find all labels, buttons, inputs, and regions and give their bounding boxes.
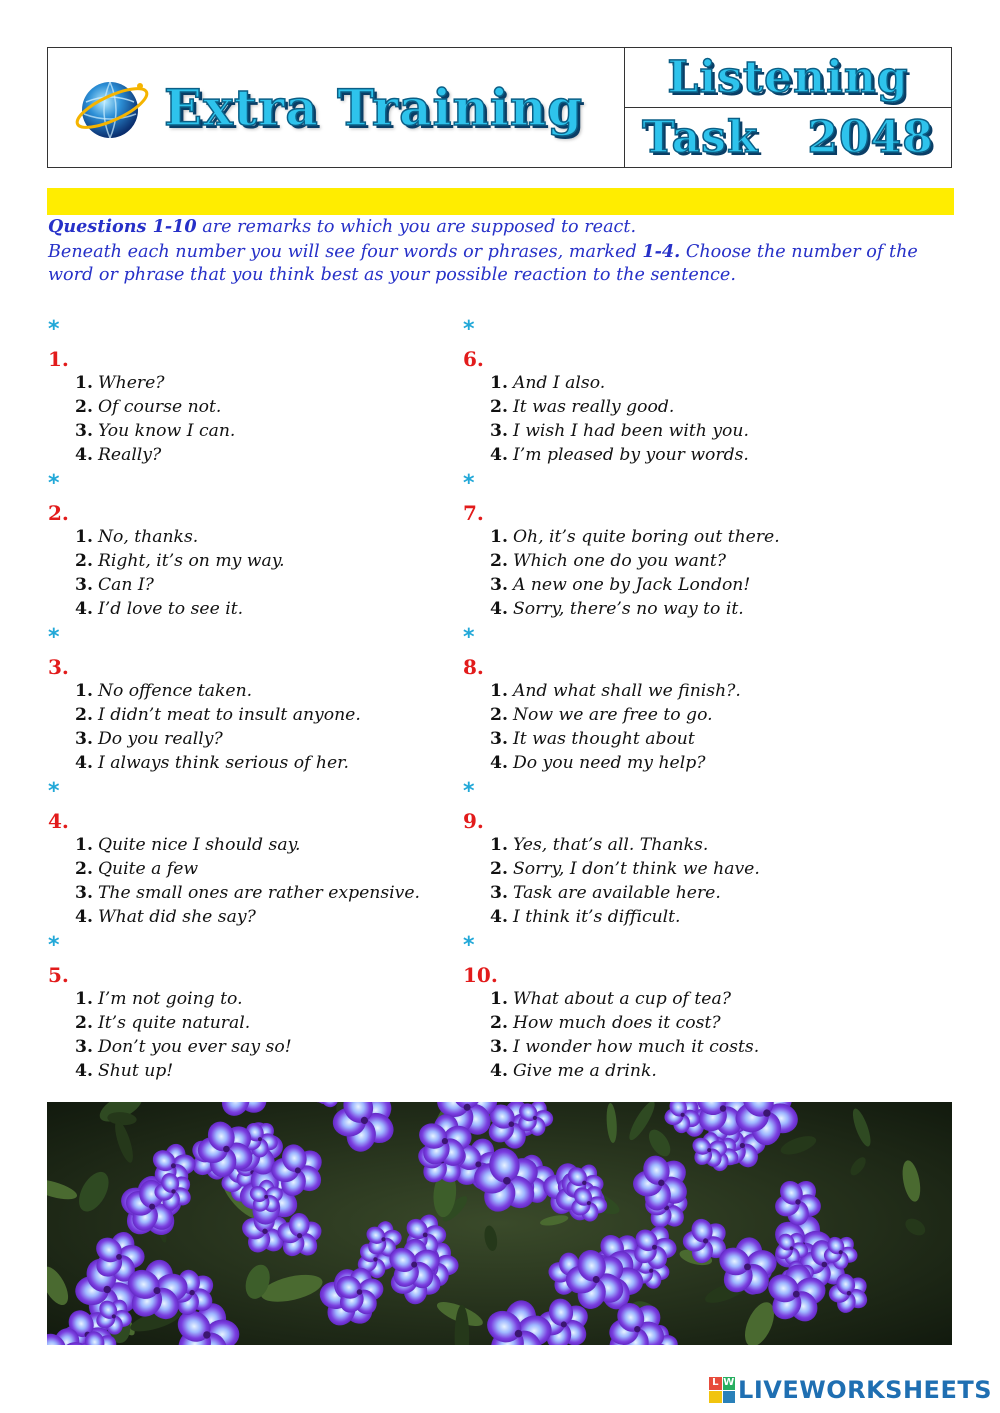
answer-option[interactable]: 2. Now we are free to go.	[490, 705, 713, 725]
question-number: 2.	[48, 501, 69, 525]
separator-asterisk: *	[48, 933, 60, 958]
question-block	[463, 929, 903, 1083]
answer-option[interactable]: 1. No, thanks.	[75, 527, 199, 547]
answer-option[interactable]: 1. And what shall we finish?.	[490, 681, 741, 701]
answer-option[interactable]: 3. The small ones are rather expensive.	[75, 883, 420, 903]
question-block	[463, 467, 903, 621]
answer-option[interactable]: 4. Sorry, there’s no way to it.	[490, 599, 744, 619]
question-block	[463, 775, 903, 929]
answer-option[interactable]: 4. Give me a drink.	[490, 1061, 657, 1081]
question-number: 1.	[48, 347, 69, 371]
answer-option[interactable]: 1. Quite nice I should say.	[75, 835, 301, 855]
question-number: 3.	[48, 655, 69, 679]
question-number: 8.	[463, 655, 484, 679]
separator-asterisk: *	[463, 625, 475, 650]
answer-option[interactable]: 2. Sorry, I don’t think we have.	[490, 859, 760, 879]
question-number: 9.	[463, 809, 484, 833]
question-block	[48, 775, 488, 929]
answer-option[interactable]: 2. I didn’t meat to insult anyone.	[75, 705, 361, 725]
highlight-bar	[47, 188, 954, 215]
globe-logo-icon	[72, 72, 150, 144]
listening-cell	[625, 48, 951, 108]
answer-option[interactable]: 2. It was really good.	[490, 397, 675, 417]
answer-option[interactable]: 1. I’m not going to.	[75, 989, 243, 1009]
separator-asterisk: *	[48, 317, 60, 342]
listening-label: Listening	[667, 52, 909, 103]
brand-area	[48, 48, 625, 167]
instructions-marked-range: 1-4.	[642, 240, 681, 262]
task-number-label: Task 2048	[642, 112, 934, 163]
answer-option[interactable]: 4. Shut up!	[75, 1061, 174, 1081]
answer-option[interactable]: 2. Which one do you want?	[490, 551, 726, 571]
answer-option[interactable]: 1. Yes, that’s all. Thanks.	[490, 835, 709, 855]
answer-option[interactable]: 4. Really?	[75, 445, 162, 465]
question-number: 6.	[463, 347, 484, 371]
questions-column-left	[48, 313, 488, 1083]
question-number: 7.	[463, 501, 484, 525]
separator-asterisk: *	[463, 933, 475, 958]
answer-option[interactable]: 4. I always think serious of her.	[75, 753, 349, 773]
instructions-line2-start: Beneath each number you will see four words or phrases, marked	[48, 241, 643, 262]
answer-option[interactable]: 4. What did she say?	[75, 907, 256, 927]
separator-asterisk: *	[463, 779, 475, 804]
question-number: 10.	[463, 963, 498, 987]
liveworksheets-icon: L W	[709, 1377, 735, 1403]
task-cell	[625, 108, 951, 167]
question-block	[48, 313, 488, 467]
answer-option[interactable]: 3. I wish I had been with you.	[490, 421, 749, 441]
answer-option[interactable]: 1. No offence taken.	[75, 681, 253, 701]
answer-option[interactable]: 3. You know I can.	[75, 421, 236, 441]
answer-option[interactable]: 2. It’s quite natural.	[75, 1013, 251, 1033]
liveworksheets-logo[interactable]	[709, 1376, 992, 1404]
instructions	[48, 215, 958, 288]
answer-option[interactable]: 3. Can I?	[75, 575, 154, 595]
question-number: 5.	[48, 963, 69, 987]
answer-option[interactable]: 4. I think it’s difficult.	[490, 907, 681, 927]
question-block	[463, 313, 903, 467]
answer-option[interactable]: 1. Oh, it’s quite boring out there.	[490, 527, 780, 547]
separator-asterisk: *	[48, 779, 60, 804]
separator-asterisk: *	[48, 625, 60, 650]
separator-asterisk: *	[463, 471, 475, 496]
instructions-questions-range: Questions 1-10	[48, 216, 197, 237]
answer-option[interactable]: 4. Do you need my help?	[490, 753, 706, 773]
question-block	[48, 467, 488, 621]
question-block	[48, 929, 488, 1083]
answer-option[interactable]: 1. Where?	[75, 373, 165, 393]
instructions-line1: are remarks to which you are supposed to react.	[196, 217, 637, 237]
separator-asterisk: *	[463, 317, 475, 342]
answer-option[interactable]: 4. I’d love to see it.	[75, 599, 244, 619]
answer-option[interactable]: 4. I’m pleased by your words.	[490, 445, 749, 465]
separator-asterisk: *	[48, 471, 60, 496]
question-block	[48, 621, 488, 775]
questions-column-right	[463, 313, 903, 1083]
answer-option[interactable]: 2. Quite a few	[75, 859, 199, 879]
answer-option[interactable]: 2. Of course not.	[75, 397, 222, 417]
question-block	[463, 621, 903, 775]
instructions-line2-rest: Choose the number of the word or phrase that you think best as your possible reaction to the sentence.	[48, 241, 918, 285]
answer-option[interactable]: 3. A new one by Jack London!	[490, 575, 751, 595]
worksheet-header	[47, 47, 952, 168]
answer-option[interactable]: 1. And I also.	[490, 373, 606, 393]
answer-option[interactable]: 3. I wonder how much it costs.	[490, 1037, 760, 1057]
answer-option[interactable]: 2. Right, it’s on my way.	[75, 551, 285, 571]
answer-option[interactable]: 1. What about a cup of tea?	[490, 989, 731, 1009]
answer-option[interactable]: 3. Task are available here.	[490, 883, 721, 903]
task-area	[625, 48, 951, 167]
answer-option[interactable]: 2. How much does it cost?	[490, 1013, 721, 1033]
answer-option[interactable]: 3. It was thought about	[490, 729, 695, 749]
answer-option[interactable]: 3. Do you really?	[75, 729, 223, 749]
liveworksheets-text: LIVEWORKSHEETS	[738, 1376, 992, 1404]
flower-photo	[47, 1102, 952, 1345]
question-number: 4.	[48, 809, 69, 833]
answer-option[interactable]: 3. Don’t you ever say so!	[75, 1037, 292, 1057]
brand-title: Extra Training	[164, 78, 584, 137]
